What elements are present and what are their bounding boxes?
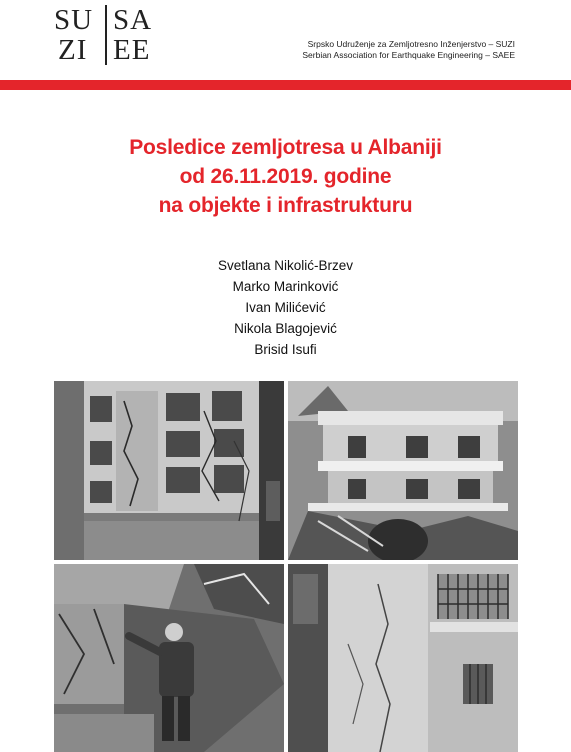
photo-cracked-facade-barred-windows	[288, 564, 518, 752]
author-name: Ivan Milićević	[245, 300, 326, 315]
photo-damaged-apartment-block	[54, 381, 284, 560]
title-line-3: na objekte i infrastrukturu	[158, 194, 413, 217]
photo-worker-in-rubble	[54, 564, 284, 752]
photo-collage	[54, 381, 518, 752]
author-name: Nikola Blagojević	[234, 321, 337, 336]
title-line-1: Posledice zemljotresa u Albaniji	[129, 136, 442, 159]
logo-divider	[105, 5, 107, 65]
author-name: Svetlana Nikolić-Brzev	[217, 258, 354, 273]
author-name: Marko Marinković	[232, 279, 339, 294]
header-red-bar	[0, 80, 571, 90]
logo-letters-zi: ZI	[58, 34, 88, 66]
association-name-serbian: Srpsko Udruženje za Zemljotresno Inženjerstvo – SUZI	[307, 39, 515, 49]
association-block	[302, 39, 515, 61]
logo-letters-su: SU	[54, 4, 94, 36]
logo-letters-ee: EE	[113, 34, 151, 66]
document-title	[0, 133, 571, 220]
suzi-saee-logo	[54, 2, 164, 70]
title-line-2: od 26.11.2019. godine	[179, 165, 392, 188]
association-name-english: Serbian Association for Earthquake Engineering – SAEE	[302, 50, 515, 60]
author-name: Brisid Isufi	[254, 342, 317, 357]
photo-collapsed-ground-floor-building	[288, 381, 518, 560]
logo-letters-sa: SA	[113, 4, 153, 36]
author-list	[0, 255, 571, 360]
